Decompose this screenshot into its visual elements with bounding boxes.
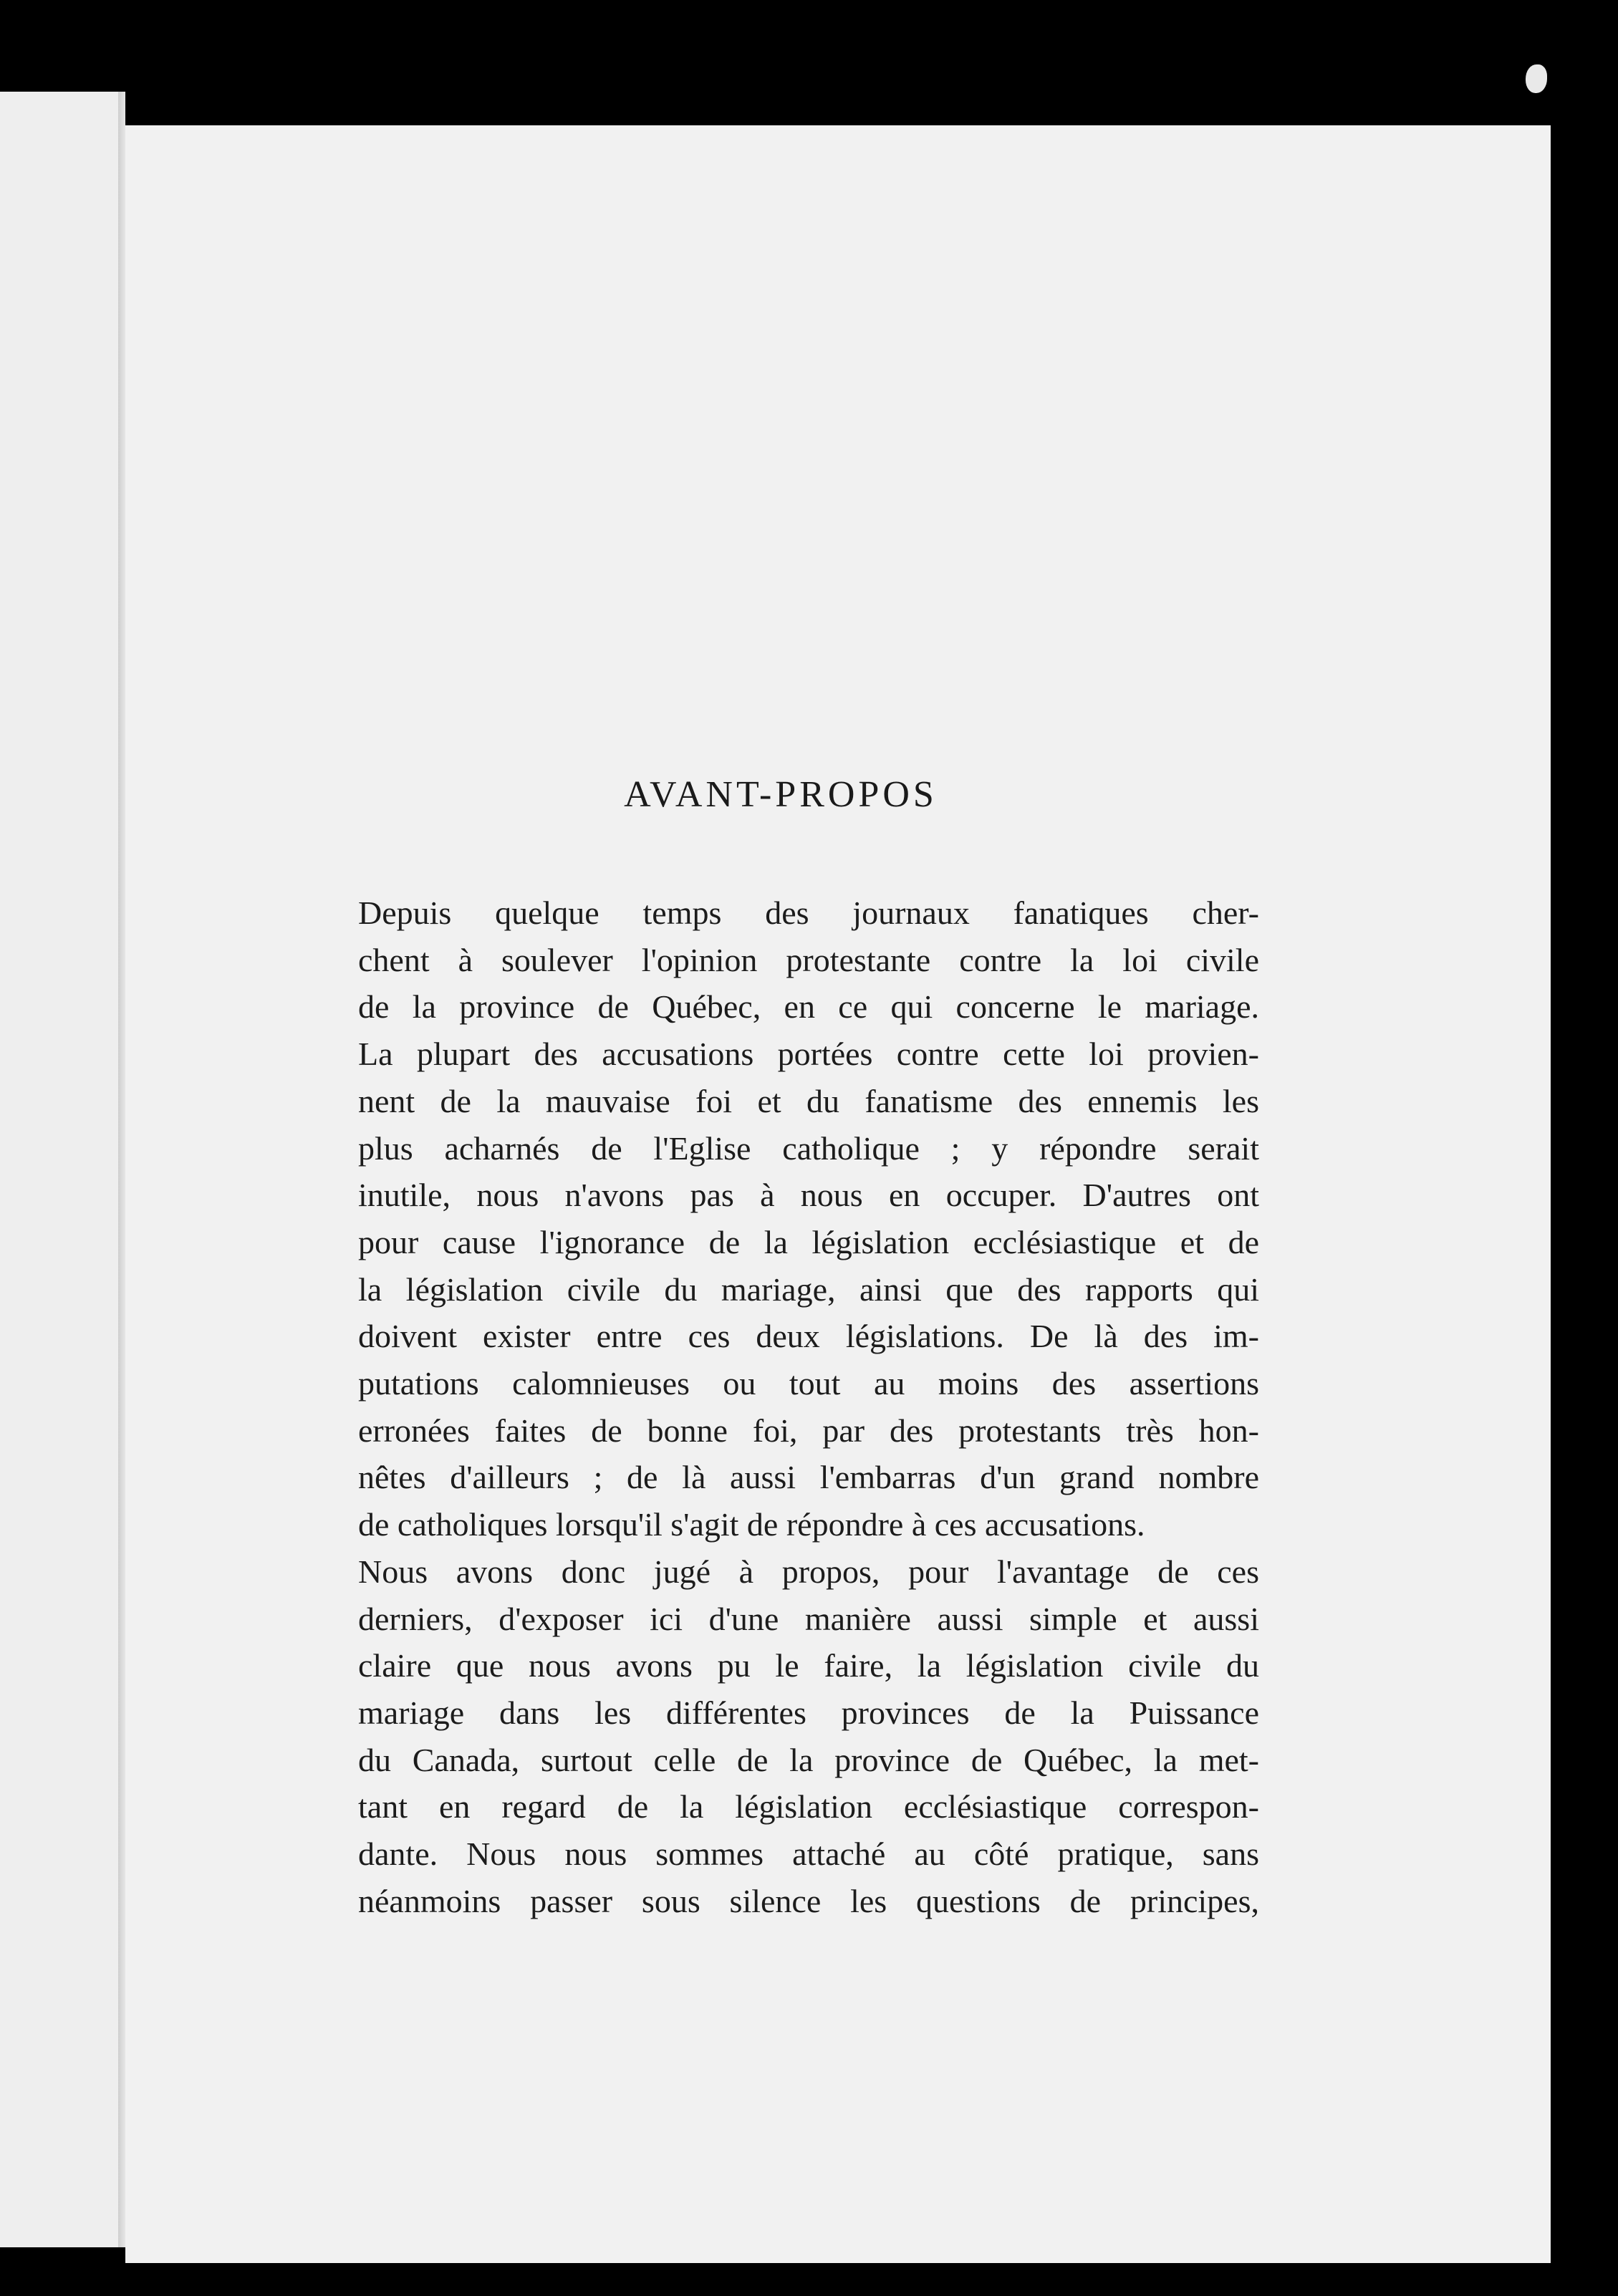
text-line: du Canada, surtout celle de la province de Québec, la met- xyxy=(358,1741,1259,1778)
text-line: claire que nous avons pu le faire, la législation civile du xyxy=(358,1647,1259,1684)
text-line: tant en regard de la législation ecclésiastique correspon- xyxy=(358,1788,1259,1825)
text-line: nêtes d'ailleurs ; de là aussi l'embarras d'un grand nombre xyxy=(358,1459,1259,1496)
text-line: chent à soulever l'opinion protestante contre la loi civile xyxy=(358,941,1259,978)
text-line: doivent exister entre ces deux législations. De là des im- xyxy=(358,1318,1259,1355)
page-heading: AVANT-PROPOS xyxy=(624,774,938,815)
text-line: plus acharnés de l'Eglise catholique ; y répondre serait xyxy=(358,1129,1259,1167)
text-line: néanmoins passer sous silence les questions de principes, xyxy=(358,1882,1259,1919)
corner-mark xyxy=(1526,64,1547,93)
text-line: pour cause l'ignorance de la législation ecclésiastique et de xyxy=(358,1223,1259,1260)
text-line: erronées faites de bonne foi, par des protestants très hon- xyxy=(358,1412,1259,1449)
text-line: mariage dans les différentes provinces de la Puissance xyxy=(358,1694,1259,1731)
text-line: de catholiques lorsqu'il s'agit de répondre à ces accusations. xyxy=(358,1506,1145,1543)
text-line: La plupart des accusations portées contre cette loi provien- xyxy=(358,1036,1259,1073)
text-line: dante. Nous nous sommes attaché au côté pratique, sans xyxy=(358,1836,1259,1873)
text-line: inutile, nous n'avons pas à nous en occuper. D'autres ont xyxy=(358,1177,1259,1214)
text-line: Depuis quelque temps des journaux fanatiques cher- xyxy=(358,894,1259,931)
text-line: de la province de Québec, en ce qui concerne le mariage. xyxy=(358,988,1259,1026)
text-line: derniers, d'exposer ici d'une manière aussi simple et aussi xyxy=(358,1600,1259,1637)
paragraph-2 xyxy=(278,1548,1259,1925)
previous-page-edge xyxy=(0,92,118,2247)
page-gutter xyxy=(118,92,125,2247)
text-line: putations calomnieuses ou tout au moins des assertions xyxy=(358,1365,1259,1402)
text-line: la législation civile du mariage, ainsi que des rapports qui xyxy=(358,1270,1259,1308)
text-line: Nous avons donc jugé à propos, pour l'avantage de ces xyxy=(358,1553,1259,1590)
body-text xyxy=(278,889,1259,1924)
text-line: nent de la mauvaise foi et du fanatisme des ennemis les xyxy=(358,1082,1259,1119)
paragraph-1 xyxy=(278,889,1259,1548)
